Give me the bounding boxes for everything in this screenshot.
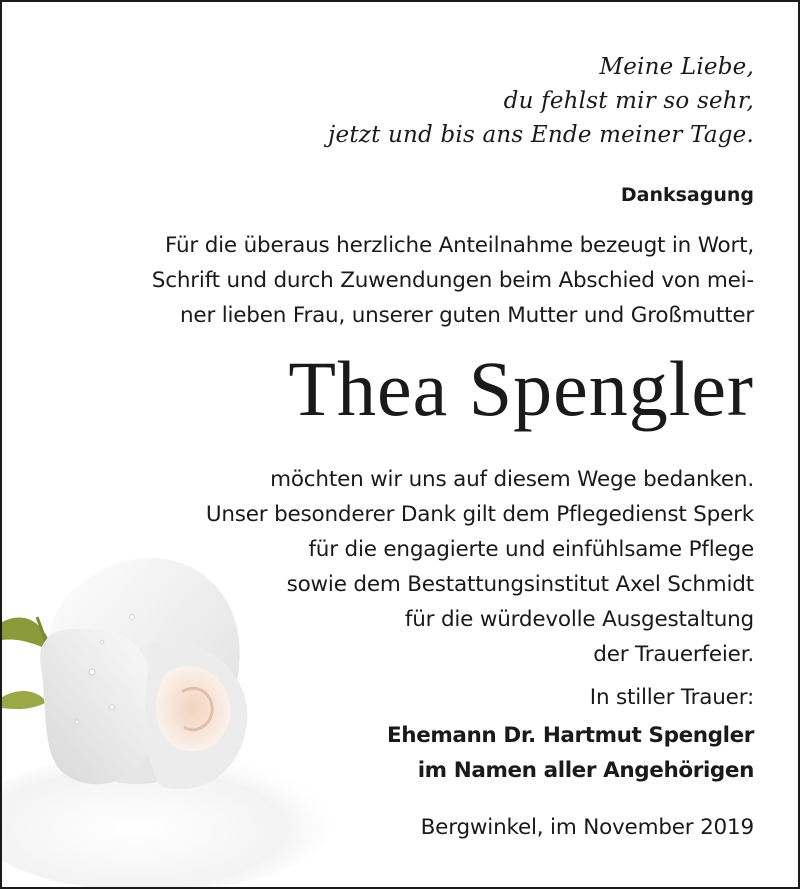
thanks-line: Unser besonderer Dank gilt dem Pflegedienst Sperk xyxy=(205,502,754,527)
place-date: Bergwinkel, im November 2019 xyxy=(420,815,754,840)
thanks-line: für die würdevolle Ausgestaltung xyxy=(404,607,754,632)
heading-danksagung: Danksagung xyxy=(620,184,754,206)
deceased-name: Thea Spengler xyxy=(288,345,754,432)
intro-line: ner lieben Frau, unserer guten Mutter und Großmutter xyxy=(180,303,754,328)
intro-paragraph xyxy=(152,228,754,333)
thanks-line: möchten wir uns auf diesem Wege bedanken. xyxy=(270,467,754,492)
intro-line: Für die überaus herzliche Anteilnahme bezeugt in Wort, xyxy=(165,233,754,258)
poem-line: jetzt und bis ans Ende meiner Tage. xyxy=(328,122,754,148)
intro-line: Schrift und durch Zuwendungen beim Abschied von mei- xyxy=(151,268,754,293)
signer-line: Ehemann Dr. Hartmut Spengler xyxy=(387,723,754,748)
poem xyxy=(328,50,754,152)
thanks-line: für die engagierte und einfühlsame Pflege xyxy=(308,537,754,562)
mourning-label: In stiller Trauer: xyxy=(589,685,754,710)
signers xyxy=(387,718,754,788)
thanks-line: sowie dem Bestattungsinstitut Axel Schmidt xyxy=(286,572,754,597)
thanks-paragraph xyxy=(206,462,754,672)
poem-line: du fehlst mir so sehr, xyxy=(503,88,754,114)
signer-line: im Namen aller Angehörigen xyxy=(417,758,754,783)
thanks-line: der Trauerfeier. xyxy=(593,642,754,667)
poem-line: Meine Liebe, xyxy=(599,54,754,80)
